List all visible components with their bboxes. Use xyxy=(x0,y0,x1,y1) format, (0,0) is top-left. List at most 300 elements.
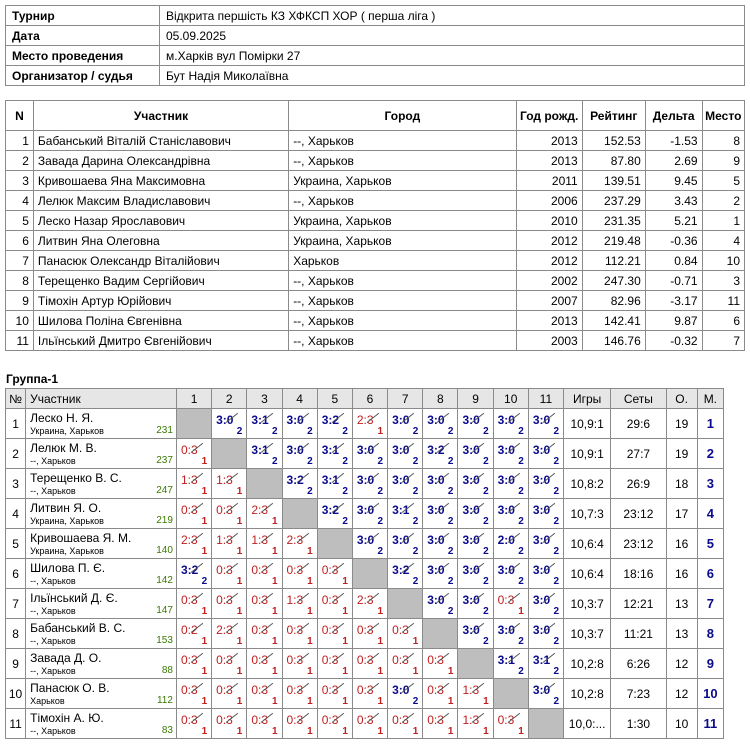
match-score: 3:0 xyxy=(462,563,480,577)
match-points: 1 xyxy=(236,486,243,497)
participant-name: Ільїнський Дмитро Євгенійович xyxy=(33,331,288,351)
group-player-city: --, Харьков xyxy=(30,486,76,496)
match-points: 1 xyxy=(271,576,278,587)
group-diagonal-cell xyxy=(212,439,247,469)
match-points: 1 xyxy=(201,666,208,677)
participant-rating: 237.29 xyxy=(582,191,645,211)
group-player-cell xyxy=(26,679,177,709)
group-row-number: 8 xyxy=(6,619,26,649)
group-player-city: Украина, Харьков xyxy=(30,516,104,526)
group-col-opponent: 11 xyxy=(528,389,563,409)
group-col-games: Игры xyxy=(564,389,611,409)
match-result-cell xyxy=(493,589,528,619)
participant-row xyxy=(6,271,745,291)
match-score: 0:3 xyxy=(286,623,304,637)
group-games: 10,0:... xyxy=(564,709,611,739)
match-result-cell xyxy=(528,439,563,469)
participant-rating: 139.51 xyxy=(582,171,645,191)
participant-delta: 9.87 xyxy=(645,311,702,331)
group-player-city: --, Харьков xyxy=(30,636,76,646)
group-points: 17 xyxy=(666,499,697,529)
group-place: 6 xyxy=(697,559,723,589)
match-points: 1 xyxy=(201,696,208,707)
match-score: 0:2 xyxy=(180,623,198,637)
group-row-number: 7 xyxy=(6,589,26,619)
match-result-cell xyxy=(176,529,211,559)
match-points: 2 xyxy=(271,456,278,467)
participant-number: 7 xyxy=(6,251,34,271)
match-score: 3:0 xyxy=(427,473,445,487)
group-player-name: Литвин Я. О. xyxy=(30,501,102,515)
match-points: 2 xyxy=(342,456,348,467)
group-col-opponent: 3 xyxy=(247,389,282,409)
match-result-cell xyxy=(458,529,493,559)
participant-row xyxy=(6,171,745,191)
match-result-cell xyxy=(493,529,528,559)
match-score: 3:1 xyxy=(321,473,340,487)
match-points: 1 xyxy=(377,726,384,737)
group-row-number: 10 xyxy=(6,679,26,709)
participant-city: Харьков xyxy=(289,251,516,271)
match-result-cell xyxy=(458,589,493,619)
info-row xyxy=(6,26,745,46)
match-points: 2 xyxy=(553,666,559,677)
group-games: 10,2:8 xyxy=(564,679,611,709)
participant-name: Шилова Поліна Євгенівна xyxy=(33,311,288,331)
match-score: 0:3 xyxy=(497,593,515,607)
participant-number: 8 xyxy=(6,271,34,291)
col-place: Место xyxy=(702,101,744,131)
match-result-cell xyxy=(176,499,211,529)
match-points: 1 xyxy=(236,516,243,527)
match-points: 1 xyxy=(307,606,313,617)
match-score: 3:0 xyxy=(532,593,551,607)
group-player-cell xyxy=(26,499,177,529)
group-player-rating: 237 xyxy=(156,455,173,466)
match-result-cell xyxy=(176,589,211,619)
match-score: 3:0 xyxy=(427,533,445,547)
match-result-cell xyxy=(458,469,493,499)
match-score: 0:3 xyxy=(216,563,233,577)
participant-rating: 152.53 xyxy=(582,131,645,151)
participant-rating: 82.96 xyxy=(582,291,645,311)
match-points: 1 xyxy=(271,546,278,557)
match-points: 1 xyxy=(236,726,243,737)
match-points: 1 xyxy=(271,606,278,617)
group-col-opponent: 5 xyxy=(317,389,352,409)
group-col-opponent: 2 xyxy=(212,389,247,409)
match-score: 0:3 xyxy=(392,653,409,667)
group-diagonal-cell xyxy=(493,679,528,709)
match-result-cell xyxy=(493,649,528,679)
match-points: 2 xyxy=(553,516,559,527)
match-score: 0:3 xyxy=(180,443,198,457)
match-result-cell xyxy=(458,499,493,529)
match-score: 0:3 xyxy=(321,653,339,667)
group-place: 4 xyxy=(697,499,723,529)
match-score: 3:0 xyxy=(532,533,551,547)
match-result-cell xyxy=(317,619,352,649)
match-points: 2 xyxy=(412,426,419,437)
participant-row xyxy=(6,131,745,151)
participant-delta: 9.45 xyxy=(645,171,702,191)
participant-city: Украина, Харьков xyxy=(289,231,516,251)
group-sets: 29:6 xyxy=(611,409,666,439)
match-score: 0:3 xyxy=(427,683,444,697)
match-points: 1 xyxy=(307,696,313,707)
match-result-cell xyxy=(528,679,563,709)
match-result-cell xyxy=(247,559,282,589)
match-points: 1 xyxy=(377,606,384,617)
match-score: 3:0 xyxy=(392,413,410,427)
group-player-rating: 231 xyxy=(156,425,173,436)
match-points: 1 xyxy=(236,546,243,557)
match-score: 3:1 xyxy=(251,413,269,427)
match-score: 3:2 xyxy=(321,413,340,427)
match-result-cell xyxy=(176,469,211,499)
match-points: 1 xyxy=(342,726,348,737)
group-player-cell xyxy=(26,589,177,619)
match-result-cell xyxy=(352,529,387,559)
match-score: 3:0 xyxy=(497,503,515,517)
group-player-name: Панасюк О. В. xyxy=(30,681,110,695)
group-place: 5 xyxy=(697,529,723,559)
match-score: 0:3 xyxy=(321,593,339,607)
participant-year: 2011 xyxy=(516,171,582,191)
group-sets: 12:21 xyxy=(611,589,666,619)
match-points: 1 xyxy=(271,726,278,737)
match-points: 2 xyxy=(518,516,524,527)
group-diagonal-cell xyxy=(282,499,317,529)
match-score: 0:3 xyxy=(216,503,233,517)
participant-city: --, Харьков xyxy=(289,291,516,311)
participant-year: 2012 xyxy=(516,251,582,271)
match-score: 3:0 xyxy=(462,443,480,457)
match-result-cell xyxy=(458,409,493,439)
match-score: 3:0 xyxy=(532,623,551,637)
match-points: 2 xyxy=(518,666,524,677)
match-points: 1 xyxy=(377,696,384,707)
col-n: N xyxy=(6,101,34,131)
match-score: 1:3 xyxy=(180,473,198,487)
match-result-cell xyxy=(352,649,387,679)
match-result-cell xyxy=(352,619,387,649)
group-player-city: Украина, Харьков xyxy=(30,426,104,436)
match-result-cell xyxy=(212,529,247,559)
match-points: 1 xyxy=(201,636,208,647)
match-score: 0:3 xyxy=(216,713,233,727)
participant-place: 4 xyxy=(702,231,744,251)
participant-row xyxy=(6,151,745,171)
match-score: 3:0 xyxy=(392,443,410,457)
match-points: 1 xyxy=(518,726,524,737)
match-result-cell xyxy=(282,469,317,499)
group-player-city: --, Харьков xyxy=(30,726,76,736)
group-row-number: 1 xyxy=(6,409,26,439)
group-points: 16 xyxy=(666,559,697,589)
match-points: 2 xyxy=(553,456,559,467)
group-player-name: Лелюк М. В. xyxy=(30,441,97,455)
match-points: 1 xyxy=(236,696,243,707)
match-result-cell xyxy=(388,469,423,499)
match-score: 0:3 xyxy=(321,713,339,727)
info-label: Дата xyxy=(6,26,160,46)
match-score: 0:3 xyxy=(251,683,268,697)
match-points: 2 xyxy=(553,546,559,557)
match-points: 1 xyxy=(307,666,313,677)
group-player-name: Шилова П. Є. xyxy=(30,561,106,575)
participant-name: Завада Дарина Олександрівна xyxy=(33,151,288,171)
match-score: 3:0 xyxy=(497,623,515,637)
match-result-cell xyxy=(493,439,528,469)
participants-table xyxy=(5,100,745,351)
match-result-cell xyxy=(176,709,211,739)
participant-year: 2013 xyxy=(516,151,582,171)
participant-place: 2 xyxy=(702,191,744,211)
group-sets: 7:23 xyxy=(611,679,666,709)
group-games: 10,3:7 xyxy=(564,589,611,619)
match-points: 2 xyxy=(412,576,419,587)
match-score: 1:3 xyxy=(251,533,268,547)
match-score: 0:3 xyxy=(321,563,339,577)
match-result-cell xyxy=(458,619,493,649)
match-result-cell xyxy=(352,439,387,469)
match-points: 1 xyxy=(236,636,243,647)
match-points: 2 xyxy=(271,426,278,437)
group-row xyxy=(6,439,724,469)
match-result-cell xyxy=(458,709,493,739)
match-score: 3:0 xyxy=(497,563,515,577)
match-result-cell xyxy=(388,559,423,589)
match-points: 1 xyxy=(518,606,524,617)
participant-rating: 247.30 xyxy=(582,271,645,291)
group-col-opponent: 7 xyxy=(388,389,423,409)
participant-number: 10 xyxy=(6,311,34,331)
participant-place: 3 xyxy=(702,271,744,291)
participant-city: Украина, Харьков xyxy=(289,171,516,191)
match-score: 3:0 xyxy=(532,563,551,577)
match-score: 3:0 xyxy=(462,593,480,607)
match-points: 1 xyxy=(201,546,208,557)
match-score: 3:0 xyxy=(462,503,480,517)
match-score: 0:3 xyxy=(216,593,233,607)
match-score: 3:1 xyxy=(251,443,269,457)
match-score: 3:1 xyxy=(321,443,340,457)
participant-delta: 2.69 xyxy=(645,151,702,171)
participant-year: 2006 xyxy=(516,191,582,211)
match-result-cell xyxy=(423,649,458,679)
participant-delta: -0.36 xyxy=(645,231,702,251)
match-result-cell xyxy=(247,499,282,529)
group-row-number: 2 xyxy=(6,439,26,469)
participant-place: 7 xyxy=(702,331,744,351)
match-score: 0:3 xyxy=(392,713,409,727)
group-place: 1 xyxy=(697,409,723,439)
participant-year: 2013 xyxy=(516,131,582,151)
group-player-cell xyxy=(26,559,177,589)
match-score: 0:3 xyxy=(286,713,304,727)
match-result-cell xyxy=(528,589,563,619)
match-points: 1 xyxy=(342,696,348,707)
match-result-cell xyxy=(282,409,317,439)
match-result-cell xyxy=(317,439,352,469)
match-result-cell xyxy=(176,649,211,679)
group-col-opponent: 1 xyxy=(176,389,211,409)
participant-rating: 142.41 xyxy=(582,311,645,331)
group-games: 10,6:4 xyxy=(564,559,611,589)
match-points: 1 xyxy=(201,726,208,737)
match-points: 1 xyxy=(342,636,348,647)
group-col-n: № xyxy=(6,389,26,409)
group-place: 3 xyxy=(697,469,723,499)
match-points: 1 xyxy=(377,426,384,437)
participant-year: 2013 xyxy=(516,311,582,331)
group-diagonal-cell xyxy=(317,529,352,559)
match-points: 2 xyxy=(412,696,419,707)
match-points: 2 xyxy=(377,516,384,527)
match-score: 0:3 xyxy=(180,683,198,697)
match-points: 1 xyxy=(307,636,313,647)
group-player-rating: 112 xyxy=(156,695,173,706)
group-sets: 1:30 xyxy=(611,709,666,739)
match-score: 3:2 xyxy=(321,503,340,517)
match-points: 2 xyxy=(553,636,559,647)
match-points: 2 xyxy=(483,546,489,557)
match-result-cell xyxy=(282,529,317,559)
match-points: 1 xyxy=(342,576,348,587)
match-points: 1 xyxy=(307,726,313,737)
match-score: 3:0 xyxy=(532,473,551,487)
match-score: 2:3 xyxy=(251,503,268,517)
match-score: 3:0 xyxy=(497,473,515,487)
match-points: 1 xyxy=(483,696,489,707)
match-score: 3:0 xyxy=(216,413,234,427)
match-result-cell xyxy=(282,649,317,679)
match-result-cell xyxy=(212,589,247,619)
group-place: 11 xyxy=(697,709,723,739)
match-result-cell xyxy=(423,409,458,439)
match-result-cell xyxy=(388,679,423,709)
group-player-cell xyxy=(26,709,177,739)
match-score: 0:3 xyxy=(180,593,198,607)
match-points: 1 xyxy=(201,606,208,617)
match-points: 2 xyxy=(342,426,348,437)
group-col-opponent: 9 xyxy=(458,389,493,409)
group-diagonal-cell xyxy=(247,469,282,499)
group-results-table xyxy=(5,388,724,739)
match-points: 2 xyxy=(342,516,348,527)
match-result-cell xyxy=(493,709,528,739)
match-result-cell xyxy=(528,409,563,439)
match-points: 2 xyxy=(447,516,454,527)
match-points: 2 xyxy=(553,486,559,497)
match-points: 1 xyxy=(271,516,278,527)
group-games: 10,9:1 xyxy=(564,439,611,469)
match-points: 1 xyxy=(271,636,278,647)
match-result-cell xyxy=(423,679,458,709)
group-row xyxy=(6,409,724,439)
group-row-number: 3 xyxy=(6,469,26,499)
match-points: 1 xyxy=(342,606,348,617)
col-year: Год рожд. xyxy=(516,101,582,131)
match-result-cell xyxy=(212,709,247,739)
participant-name: Терещенко Вадим Сергійович xyxy=(33,271,288,291)
participant-rating: 146.76 xyxy=(582,331,645,351)
match-score: 0:3 xyxy=(356,713,374,727)
match-result-cell xyxy=(212,469,247,499)
participant-number: 4 xyxy=(6,191,34,211)
match-score: 0:3 xyxy=(286,683,304,697)
match-points: 1 xyxy=(447,696,454,707)
match-result-cell xyxy=(352,709,387,739)
participant-row xyxy=(6,291,745,311)
group-sets: 11:21 xyxy=(611,619,666,649)
match-score: 2:3 xyxy=(356,593,374,607)
group-player-rating: 88 xyxy=(161,665,173,676)
match-score: 0:3 xyxy=(180,713,198,727)
match-result-cell xyxy=(458,439,493,469)
match-result-cell xyxy=(493,619,528,649)
participant-place: 10 xyxy=(702,251,744,271)
participant-city: --, Харьков xyxy=(289,331,516,351)
col-rating: Рейтинг xyxy=(582,101,645,131)
match-result-cell xyxy=(388,499,423,529)
info-label: Место проведения xyxy=(6,46,160,66)
group-player-city: --, Харьков xyxy=(30,576,76,586)
match-result-cell xyxy=(317,409,352,439)
group-player-rating: 153 xyxy=(156,635,173,646)
match-result-cell xyxy=(212,619,247,649)
group-diagonal-cell xyxy=(388,589,423,619)
participant-row xyxy=(6,191,745,211)
group-row-number: 4 xyxy=(6,499,26,529)
match-points: 1 xyxy=(236,666,243,677)
match-result-cell xyxy=(423,499,458,529)
match-score: 2:3 xyxy=(180,533,198,547)
group-diagonal-cell xyxy=(458,649,493,679)
group-player-rating: 142 xyxy=(156,575,173,586)
group-diagonal-cell xyxy=(423,619,458,649)
group-row xyxy=(6,619,724,649)
match-score: 0:3 xyxy=(216,683,233,697)
match-points: 2 xyxy=(553,606,559,617)
participant-delta: -0.32 xyxy=(645,331,702,351)
match-points: 1 xyxy=(412,666,419,677)
group-place: 9 xyxy=(697,649,723,679)
match-points: 1 xyxy=(342,666,348,677)
match-result-cell xyxy=(458,679,493,709)
group-points: 19 xyxy=(666,409,697,439)
match-points: 1 xyxy=(377,636,384,647)
match-score: 3:2 xyxy=(392,563,410,577)
info-value: м.Харків вул Помірки 27 xyxy=(160,46,745,66)
match-points: 2 xyxy=(412,516,419,527)
match-result-cell xyxy=(423,559,458,589)
match-points: 2 xyxy=(518,426,524,437)
group-col-opponent: 6 xyxy=(352,389,387,409)
match-score: 3:0 xyxy=(286,443,304,457)
group-player-name: Ільїнський Д. Є. xyxy=(30,591,118,605)
match-points: 1 xyxy=(201,486,208,497)
match-result-cell xyxy=(423,529,458,559)
match-points: 2 xyxy=(553,576,559,587)
match-points: 2 xyxy=(483,426,489,437)
group-row-number: 11 xyxy=(6,709,26,739)
group-player-city: --, Харьков xyxy=(30,666,76,676)
match-result-cell xyxy=(423,709,458,739)
match-points: 2 xyxy=(483,516,489,527)
match-points: 1 xyxy=(447,666,454,677)
